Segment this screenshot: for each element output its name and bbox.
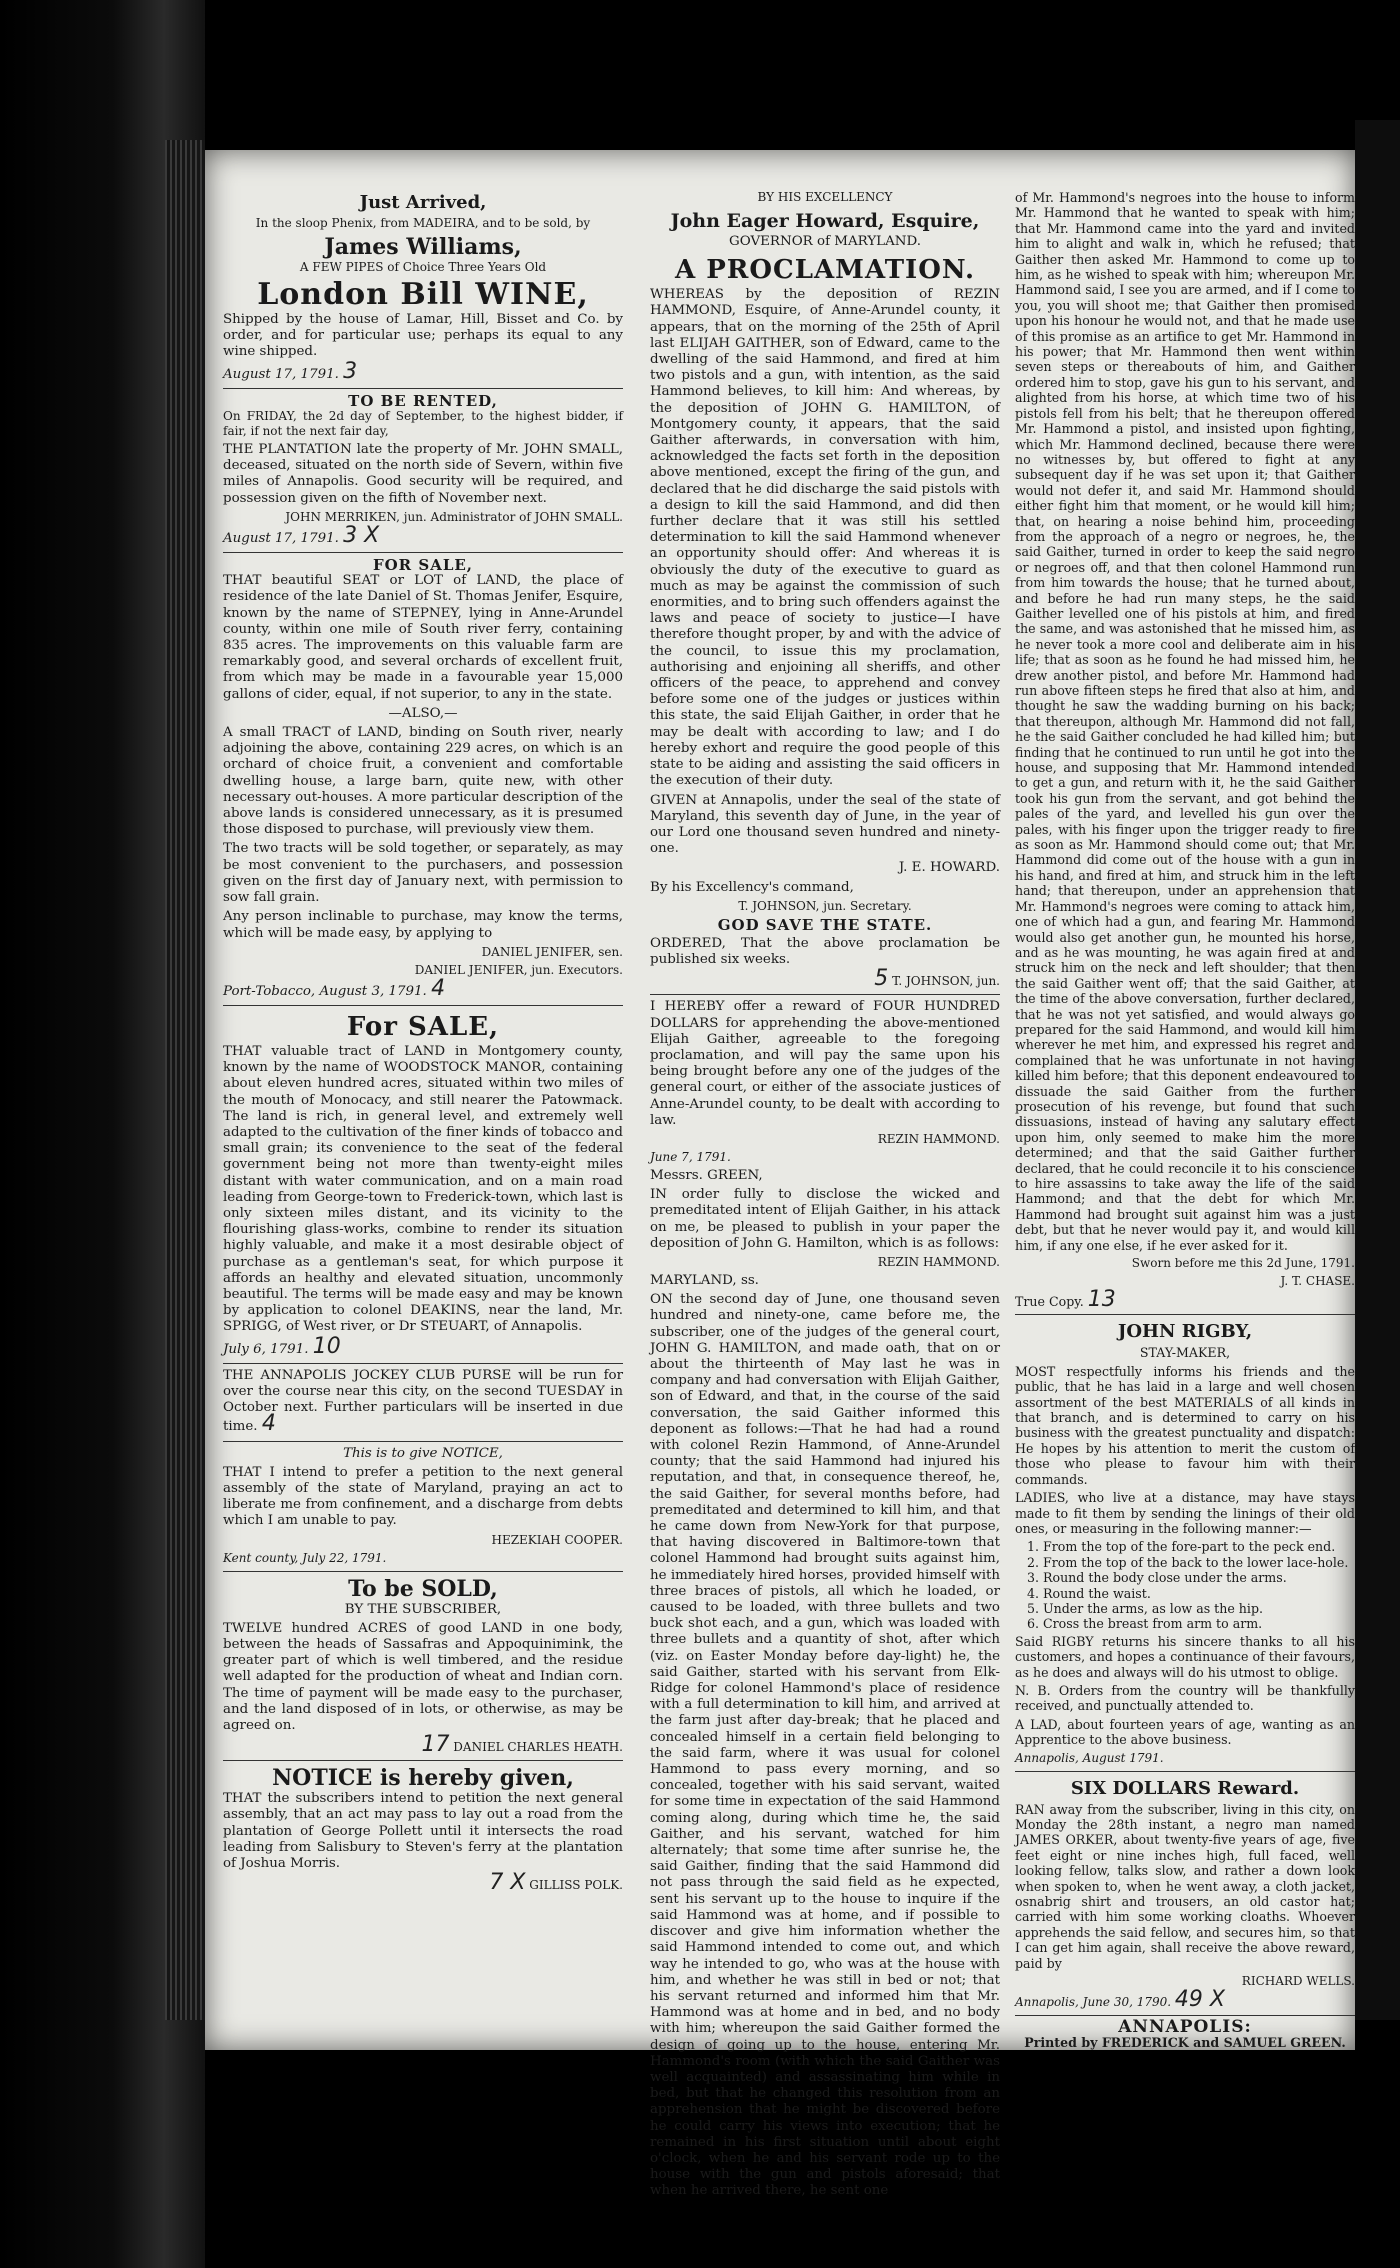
ink-mark: 13 [1087,1287,1116,1313]
divider [223,552,623,553]
executor-1: DANIEL JENIFER, sen. [481,944,623,959]
sale2-date: July 6, 1791. 10 [223,1333,341,1359]
rent-body: THE PLANTATION late the property of Mr. JOHN SMALL, deceased, situated on the north side of Severn, within five miles of Annapolis. Good security will be required, and possession given on the fifth of November next. [223,442,623,506]
measure-item: 6. Cross the breast from arm to arm. [1043,1616,1355,1631]
rigby-nb: N. B. Orders from the country will be thankfully received, and punctually attended to. [1015,1682,1355,1714]
also-body-2: The two tracts will be sold together, or separately, as may be most convenient to the purchasers, and possession given on the first day of January next, with permission to sow fall grain. [223,841,623,906]
true-copy: True Copy. 13 [1015,1287,1116,1313]
sold-body: TWELVE hundred ACRES of good LAND in one body, between the heads of Sassafras and Appoquinimink, the greater part of which is well timbered, and the residue well adapted for the production of wheat and Indian corn. The time of payment will be made easy to the purchaser, and the land disposed of in lots, or otherwise, as may be agreed on. [223,1620,623,1734]
sale-body: THAT beautiful SEAT or LOT of LAND, the place of residence of the late Daniel of St. Thomas Jenifer, Esquire, known by the name of STEPNEY, lying in Anne-Arundel county, within one mile of South river ferry, containing 835 acres. The improvements on this valuable farm are remarkably good, and several orchards of excellent fruit, from which may be made in a favourable year 15,000 gallons of cider, equal, if not superior, to any in the state. [223,573,623,702]
wine-body: Shipped by the house of Lamar, Hill, Bisset and Co. by order, and for particular use; perhaps its equal to any wine shipped. [223,312,623,360]
also-body-3: Any person inclinable to purchase, may know the terms, which will be made easy, by applying to [223,909,623,941]
also-heading: —ALSO,— [388,705,458,721]
imprint-printer: Printed by FREDERICK and SAMUEL GREEN. [1024,2035,1346,2051]
rigby-thanks: Said RIGBY returns his sincere thanks to all his customers, and hopes a continuance of their favours, as he does and always will do his utmost to oblige. [1015,1633,1355,1680]
arrived-heading: Just Arrived, [359,192,487,213]
six-dollars-date: Annapolis, June 30, 1790. 49 X [1015,1987,1225,2013]
given-heading: NOTICE is hereby given, [272,1765,574,1792]
measure-item: 2. From the top of the back to the lower lace-hole. [1043,1555,1355,1570]
ink-mark: 5 [874,966,889,992]
sale-heading: FOR SALE, [372,556,474,575]
executor-date: Port-Tobacco, August 3, 1791. 4 [223,975,446,1001]
divider [223,1441,623,1442]
sworn-sign: J. T. CHASE. [1280,1274,1355,1289]
divider [223,1005,623,1006]
ink-mark: 3 X [343,522,380,548]
proclamation-title: A PROCLAMATION. [674,255,976,286]
ordered-sign: 5 T. JOHNSON, jun. [874,966,1000,992]
deposition-body: ON the second day of June, one thousand seven hundred and ninety-one, came before me, the subscriber, one of the judges of the general court, JOHN G. HAMILTON, and made oath, that on or about the thirteenth of May last he was in company and had conversation with Elijah Gaither, son of Edward, and that, in the course of the said conversation, the said Gaither informed this deponent as follows:—That he had had a round with colonel Rezin Hammond, of Anne-Arundel county; that the said Hammond had injured his reputation, and that, in consequence thereof, he, the said Gaither, for several months before, had premeditated and determined to kill him, and that he came down from New-York for that purpose, that having discovered in Baltimore-town that colonel Hammond had brought suits against him, he immediately hired horses, provided himself with three braces of pistols, all which he loaded, or caused to be loaded, with three bullets and two buck shot each, and a gun, which was loaded with three bullets and a quantity of shot, after which (viz. on Easter Monday before day-light) he, the said Gaither, started with his servant from Elk-Ridge for colonel Hammond's place of residence with a full determination to kill him, and arrived at the farm just after day-break; that he placed and concealed himself in a certain field belonging to the said farm, where it was usual for colonel Hammond to pass every morning, and so concealed, together with his said servant, waited for some time in expectation of the said Hammond coming along, during which time he, the said Gaither, and his servant, watched for him alternately; that some time after sunrise he, the said Gaither, finding that the said Hammond did not pass through the said field as he expected, sent his servant up to the house to inquire if the said Hammond was at home, and if possible to discover and give him information whether the said Hammond intended to come out, and which way he intended to go, who was at the house with him, and whether he was still in bed or not; that his servant returned and informed him that Mr. Hammond was at home and in bed, and no body with him; whereupon the said Gaither formed the design of going up to the house, entering Mr. Hammond's room (with which the said Gaither was well acquainted) and assassinating him while in bed, but that he changed this resolution from an apprehension that he might be discovered before he could carry his views into execution; that he remained in his first situation until about eight o'clock, when he and his servant rode up to the house with the gun and pistols aforesaid; that when he arrived there, he sent one [650,1292,1000,2199]
rigby-trade: STAY-MAKER, [1139,1345,1231,1361]
arrived-sub: In the sloop Phenix, from MADEIRA, and to be sold, by [255,216,591,230]
proclamation-body: WHEREAS by the deposition of REZIN HAMMOND, Esquire, of Anne-Arundel county, it appears, that on the morning of the 25th of April last ELIJAH GAITHER, son of Edward, came to the dwelling of the said Hammond, and fired at him two pistols and a gun, with intention, as the said Hammond believes, to kill him: And whereas, by the deposition of JOHN G. HAMILTON, of Montgomery county, it appears, that the said Gaither afterwards, in conversation with him, acknowledged the facts set forth in the deposition above mentioned, except the firing of the gun, and declared that he did discharge the said pistols with a design to kill the said Hammond, and did then further declare that it was still his settled determination to kill the said Hammond whenever an opportunity should offer: And whereas it is obviously the duty of the executive to guard as much as may be against the commission of such enormities, and to bring such offenders against the laws and peace of society to justice—I have therefore thought proper, by and with the advice of the council, to issue this my proclamation, authorising and enjoining all sheriffs, and other officers of the peace, to apprehend and convey before some one of the judges or justices within this state, the said Elijah Gaither, in order that he may be dealt with according to law; and I do hereby exhort and require the good people of this state to be aiding and assisting the said officers in the execution of their duty. [650,287,1000,789]
jockey-club: THE ANNAPOLIS JOCKEY CLUB PURSE will be run for over the course near this city, on the second TUESDAY in October next. Further particulars will be inserted in due time. 4 [223,1367,623,1437]
sworn: Sworn before me this 2d June, 1791. [1131,1256,1355,1271]
divider [1015,1314,1355,1315]
rent-sub: On FRIDAY, the 2d day of September, to the highest bidder, if fair, if not the next fair day, [223,409,623,439]
given-body: THAT the subscribers intend to petition the next general assembly, that an act may pass to lay out a road from the plantation of George Pollett until it intersects the road leading from Salisbury to Steven's ferry at the plantation of Joshua Morris. [223,1791,623,1872]
divider [223,1363,623,1364]
proclamation-given: GIVEN at Annapolis, under the seal of the state of Maryland, this seventh day of June, in the year of our Lord one thousand seven hundred and ninety-one. [650,792,1000,857]
rent-heading: TO BE RENTED, [348,391,498,410]
ordered: ORDERED, That the above proclamation be published six weeks. [650,935,1000,968]
column-right [1015,190,1355,2054]
sold-sub: BY THE SUBSCRIBER, [344,1601,502,1617]
sold-sign: 17 DANIEL CHARLES HEATH. [421,1732,623,1758]
adjacent-page-strip [1355,120,1400,2020]
divider [223,388,623,389]
ink-mark: 4 [261,1411,276,1437]
rent-sign: JOHN MERRIKEN, jun. Administrator of JOHN SMALL. [285,509,623,524]
sold-heading: To be SOLD, [348,1575,498,1602]
sale2-body: THAT valuable tract of LAND in Montgomery county, known by the name of WOODSTOCK MANOR, containing about eleven hundred acres, situated within two miles of the mouth of Monocacy, and still nearer the Patowmack. The land is rich, in general level, and extremely well adapted to the cultivation of the finer kinds of tobacco and small grain; its convenience to the seat of the federal government being not more than twenty-eight miles distant with water communication, and on a main road leading from George-town to Frederick-town, which last is only sixteen miles distant, and its vicinity to the flourishing glass-works, combine to render its situation highly valuable, and make it a most desirable object of purchase as a gentleman's seat, for which purpose it affords an healthy and elevated situation, uncommonly beautiful. The terms will be made easy and may be known by application to colonel DEAKINS, near the land, Mr. SPRIGG, of West river, or Dr STEUART, of Annapolis. [223,1043,623,1335]
rent-date: August 17, 1791. 3 X [223,522,380,548]
rigby-name: JOHN RIGBY, [1117,1321,1253,1343]
measure-item: 3. Round the body close under the arms. [1043,1570,1355,1585]
messrs-body: IN order fully to disclose the wicked and premeditated intent of Elijah Gaither, in his attack on me, be pleased to publish in your paper the deposition of John G. Hamilton, which is as follows: [650,1187,1000,1251]
measure-item: 1. From the top of the fore-part to the peck end. [1043,1539,1355,1554]
reward-date: June 7, 1791. [650,1149,731,1164]
notice-heading: This is to give NOTICE, [343,1445,503,1461]
messrs-sign: REZIN HAMMOND. [877,1254,1000,1269]
six-dollars-body: RAN away from the subscriber, living in this city, on Monday the 28th instant, a negro man named JAMES ORKER, about twenty-five years of age, five feet eight or nine inches high, full faced, well looking fellow, talks slow, and rather a down look when spoken to, when he went away, a cloth jacket, osnabrig shirt and trousers, an old castor hat; carried with him some working cloaths. Whoever apprehends the said fellow, and secures him, so that I can get him again, shall receive the above reward, paid by [1015,1801,1355,1971]
command-line: By his Excellency's command, [650,879,854,895]
ink-mark: 17 [421,1732,450,1758]
rigby-lad: A LAD, about fourteen years of age, wanting as an Apprentice to the above business. [1015,1716,1355,1748]
given-sign: 7 X GILLISS POLK. [489,1870,623,1896]
six-dollars-sign: RICHARD WELLS. [1241,1974,1355,1989]
imprint-place: ANNAPOLIS: [1118,2017,1252,2038]
divider [223,1760,623,1761]
reward-sign: REZIN HAMMOND. [877,1131,1000,1146]
rigby-body: MOST respectfully informs his friends and the public, that he has laid in a large and well chosen assortment of the best MATERIALS of all kinds in that branch, and is determined to carry on his business with the greatest punctuality and dispatch: He hopes by his attention to merit the custom of those who please to favour him with their commands. [1015,1363,1355,1487]
column-middle [650,190,1000,2203]
notice-date: Kent county, July 22, 1791. [223,1550,387,1565]
column-left [223,190,623,1896]
by-his-excellency: BY HIS EXCELLENCY [757,190,893,204]
god-save: GOD SAVE THE STATE. [717,915,933,934]
also-body: A small TRACT of LAND, binding on South river, nearly adjoining the above, containing 229 acres, on which is an orchard of choice fruit, a convenient and comfortable dwelling house, a large barn, quite new, with other necessary out-houses. A more particular description of the above lands is considered unnecessary, as it is presumed those disposed to purchase, will previously view them. [223,725,623,838]
merchant-name: James Williams, [324,234,522,260]
proclamation-signer: J. E. HOWARD. [898,860,1000,876]
governor-title: GOVERNOR of MARYLAND. [729,234,921,249]
deposition-continued: of Mr. Hammond's negroes into the house to inform Mr. Hammond that he wanted to speak with him; that Mr. Hammond came into the yard and invited him to alight and walk in, which he refused; that Gaither then asked Mr. Hammond to come up to him, as he wished to speak with him; whereupon Mr. Hammond said, I see you are armed, and if I come to you, you will shoot me; that Gaither then promised upon his honour he would not, and that he made use of this promise as an artifice to get Mr. Hammond in his power; that Mr. Hammond then went within seven steps or thereabouts of him, and Gaither ordered him to stop, gave his gun to his servant, and alighted from his horse, at which time two of his pistols fell from his belt; that he thereupon offered Mr. Hammond a pistol, and insisted upon fighting, which Mr. Hammond declined, because there were no witnesses by, but offered to fight at any subsequent day if he was set upon it; that Gaither would not defer it, and said Mr. Hammond should either fight him that moment, or he would kill him; that, on hearing a noise behind him, proceeding from the approach of a negro or negroes, he, the said Gaither, turned in order to keep the said negro or negroes off, and that then colonel Hammond run from him towards the house; that he turned about, and before he had run many steps, he the said Gaither levelled one of his pistols at him, and fired the same, and was astonished that he missed him, as he never took a more cool and deliberate aim in his life; that as soon as he found he had missed him, he drew another pistol, and before Mr. Hammond had run above fifteen steps he fired that also at him, and thought he saw the wadding burning on his back; that thereupon, although Mr. Hammond did not fall, he the said Gaither concluded he had killed him; but finding that he continued to run until he got into the house, and supposing that Mr. Hammond intended to get a gun, and return with it, he the said Gaither took his gun from the servant, and got behind the pales of the yard, and levelled his gun over the pales, with his finger upon the trigger ready to fire as soon as Mr. Hammond should come out; that Mr. Hammond did come out of the house with a gun in his hand, and fired at him, and struck him in the left hand; that thereupon, under an apprehension that Mr. Hammond's negroes were coming to attack him, one of which had a gun, and fearing Mr. Hammond would also get another gun, he mounted his horse, and as he was mounting, he was again fired at and struck him on the neck and left shoulder; that then the said Gaither went off; that the said Gaither, at the time of the above conversation, further declared, that he was not yet satisfied, and would always go prepared for the said Hammond, and would kill him wherever he met him, and expressed his regret and complained that he was unfortunate in not having killed him before; that this deponent endeavoured to dissuade the said Gaither from the further prosecution of his revenge, but found that such dissuasions, instead of having any salutary effect upon him, only seemed to make him the more determined; and that the said Gaither further declared, that he could reconcile it to his conscience to hire assassins to take away the life of the said Hammond; and that the debt for which Mr. Hammond had brought suit against him was a just debt, but that he never would pay it, and would kill him, if any one else, if he ever asked for it. [1015,190,1355,1253]
wine-date: August 17, 1791. 3 [223,358,358,384]
six-dollars-heading: SIX DOLLARS Reward. [1070,1777,1300,1799]
measure-item: 4. Round the waist. [1043,1586,1355,1601]
newspaper-page [205,150,1355,2199]
measure-list [1043,1539,1355,1631]
rigby-date: Annapolis, August 1791. [1015,1750,1164,1765]
governor-name: John Eager Howard, Esquire, [670,210,980,232]
divider [1015,2015,1355,2016]
ink-mark: 3 [343,358,358,384]
secretary: T. JOHNSON, jun. Secretary. [738,898,912,913]
divider [223,1571,623,1572]
sale2-heading: For SALE, [346,1011,500,1042]
executor-2: DANIEL JENIFER, jun. Executors. [414,962,623,977]
divider [1015,1771,1355,1772]
pipes-line: A FEW PIPES of Choice Three Years Old [299,260,547,274]
page-stack-edge [165,140,205,2020]
wine-title: London Bill WINE, [257,277,589,312]
ink-mark: 7 X [489,1870,526,1896]
notice-body: THAT I intend to prefer a petition to the next general assembly of the state of Maryland, praying an act to liberate me from confinement, and a discharge from debts which I am unable to pay. [223,1464,623,1529]
ink-mark: 4 [431,975,446,1001]
ink-mark: 49 X [1174,1987,1225,2013]
notice-sign: HEZEKIAH COOPER. [491,1532,623,1547]
measure-item: 5. Under the arms, as low as the hip. [1043,1601,1355,1616]
rigby-ladies: LADIES, who live at a distance, may have stays made to fit them by sending the linings of their old ones, or measuring in the following manner:— [1015,1490,1355,1536]
divider [650,994,1000,995]
messrs: Messrs. GREEN, [650,1167,763,1183]
maryland-ss: MARYLAND, ss. [650,1272,759,1288]
reward-body: I HEREBY offer a reward of FOUR HUNDRED DOLLARS for apprehending the above-mentioned Elijah Gaither, agreeable to the foregoing proclamation, and will pay the same upon his being brought before any one of the judges of the general court, or either of the associate justices of Anne-Arundel county, to be dealt with according to law. [650,999,1000,1128]
ink-mark: 10 [312,1333,341,1359]
